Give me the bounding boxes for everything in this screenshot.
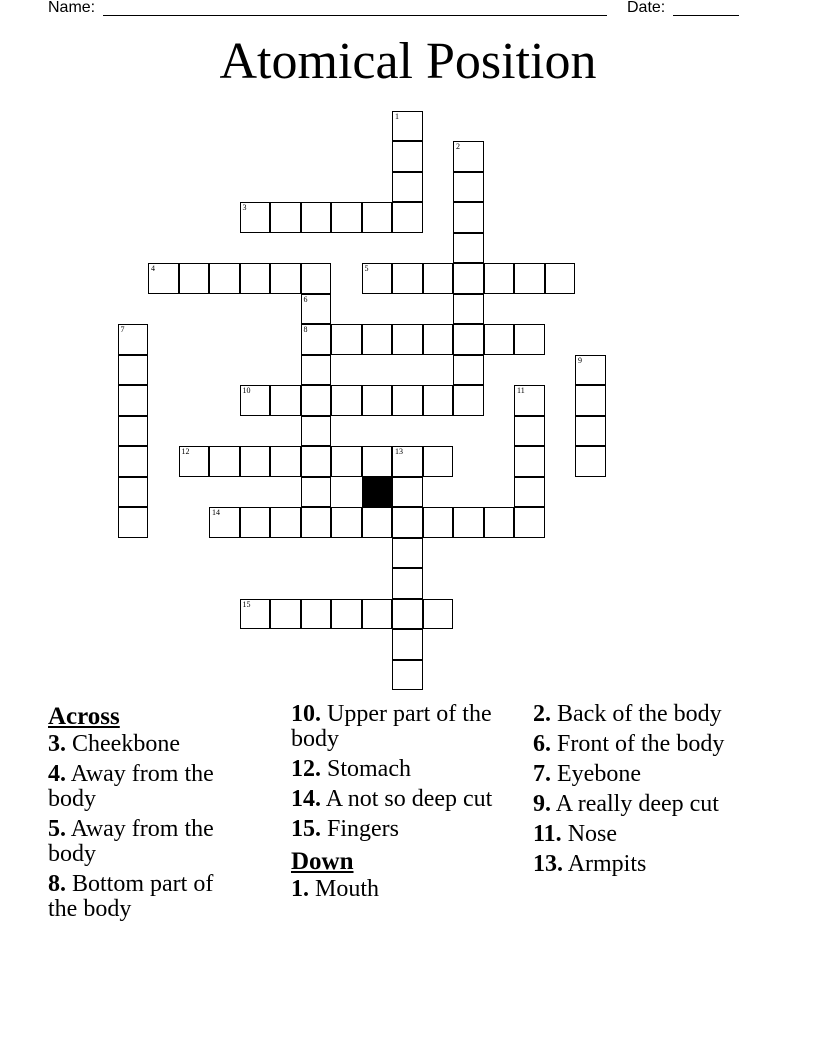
cell-number: 9 [578, 355, 582, 365]
grid-cell[interactable] [392, 141, 423, 172]
grid-cell[interactable] [118, 385, 149, 416]
cell-number: 11 [517, 386, 525, 395]
cell-number: 3 [242, 203, 247, 212]
clue-item [533, 702, 743, 727]
clue-item [533, 792, 743, 817]
grid-cell[interactable] [453, 172, 484, 203]
cell-number: 10 [242, 386, 251, 395]
grid-cell[interactable] [270, 385, 301, 416]
grid-cell[interactable] [209, 507, 240, 538]
grid-cell[interactable] [392, 538, 423, 569]
grid-cell[interactable] [453, 324, 484, 355]
grid-cell[interactable] [484, 324, 515, 355]
grid-cell[interactable] [362, 202, 393, 233]
grid-cell[interactable] [270, 263, 301, 294]
cell-number: 13 [395, 447, 403, 456]
clue-text: Fingers [327, 816, 399, 842]
cell-number: 5 [364, 264, 369, 273]
grid-cell[interactable] [270, 446, 301, 477]
clue-item [291, 757, 509, 782]
grid-cell[interactable] [331, 507, 362, 538]
grid-cell[interactable] [514, 446, 545, 477]
grid-cell[interactable] [392, 172, 423, 203]
grid-cell[interactable] [118, 446, 149, 477]
clue-text: Bottom part of the body [48, 871, 214, 922]
clue-item [533, 822, 743, 847]
cell-number: 8 [303, 325, 308, 334]
clue-number: 1. [291, 876, 309, 902]
grid-cell[interactable] [331, 385, 362, 416]
grid-cell[interactable] [392, 660, 423, 691]
clue-number: 14. [291, 786, 321, 812]
grid-cell[interactable] [179, 446, 210, 477]
grid-cell[interactable] [148, 263, 179, 294]
grid-cell[interactable] [392, 507, 423, 538]
grid-cell[interactable] [301, 263, 332, 294]
grid-cell[interactable] [118, 416, 149, 447]
grid-cell[interactable] [240, 385, 271, 416]
clue-item [533, 762, 743, 787]
clue-number: 7. [533, 761, 551, 787]
grid-cell[interactable] [514, 416, 545, 447]
grid-cell[interactable] [301, 385, 332, 416]
grid-cell[interactable] [423, 385, 454, 416]
grid-cell[interactable] [392, 629, 423, 660]
clue-item [291, 877, 509, 902]
grid-cell[interactable] [392, 477, 423, 508]
clue-text: Nose [567, 821, 618, 847]
clue-text: Away from the body [48, 816, 214, 867]
grid-cell[interactable] [118, 324, 149, 355]
clue-number: 4. [48, 761, 66, 787]
name-label: Name: [48, 0, 96, 16]
black-cell [362, 477, 393, 508]
across-clue-list-continued [291, 702, 509, 842]
clue-item [533, 852, 743, 877]
grid-cell[interactable] [453, 294, 484, 325]
clue-column-3 [533, 702, 743, 882]
grid-cell[interactable] [453, 141, 484, 172]
grid-cell[interactable] [331, 202, 362, 233]
cell-number: 4 [151, 264, 155, 273]
clue-number: 9. [533, 791, 551, 817]
grid-cell[interactable] [362, 385, 393, 416]
grid-cell[interactable] [392, 385, 423, 416]
cell-number: 14 [212, 508, 220, 517]
grid-cell[interactable] [331, 599, 362, 630]
grid-cell[interactable] [392, 324, 423, 355]
grid-cell[interactable] [270, 599, 301, 630]
grid-cell[interactable] [301, 416, 332, 447]
clue-number: 2. [533, 701, 551, 727]
grid-cell[interactable] [301, 324, 332, 355]
grid-cell[interactable] [392, 202, 423, 233]
clue-number: 15. [291, 816, 321, 842]
grid-cell[interactable] [423, 446, 454, 477]
grid-cell[interactable] [118, 507, 149, 538]
grid-cell[interactable] [209, 263, 240, 294]
cell-number: 2 [456, 142, 460, 151]
grid-cell[interactable] [514, 263, 545, 294]
grid-cell[interactable] [118, 355, 149, 386]
grid-cell[interactable] [484, 263, 515, 294]
clue-number: 10. [291, 701, 321, 727]
grid-cell[interactable] [514, 324, 545, 355]
grid-cell[interactable] [331, 324, 362, 355]
grid-cell[interactable] [362, 263, 393, 294]
clue-text: A really deep cut [555, 791, 719, 817]
grid-cell[interactable] [575, 446, 606, 477]
grid-cell[interactable] [575, 355, 606, 386]
grid-cell[interactable] [392, 568, 423, 599]
clue-text: Cheekbone [72, 731, 180, 757]
grid-cell[interactable] [301, 355, 332, 386]
grid-cell[interactable] [484, 507, 515, 538]
clue-text: Armpits [567, 851, 647, 877]
grid-cell[interactable] [362, 507, 393, 538]
grid-cell[interactable] [575, 385, 606, 416]
grid-cell[interactable] [453, 385, 484, 416]
cell-number: 12 [181, 447, 190, 456]
clue-text: Away from the body [48, 761, 214, 812]
grid-cell[interactable] [514, 507, 545, 538]
grid-cell[interactable] [392, 111, 423, 142]
cell-number: 1 [395, 111, 399, 121]
grid-cell[interactable] [514, 477, 545, 508]
clue-item [48, 872, 248, 922]
grid-cell[interactable] [362, 599, 393, 630]
down-clue-list [291, 877, 509, 902]
grid-cell[interactable] [423, 324, 454, 355]
grid-cell[interactable] [545, 263, 576, 294]
clue-number: 6. [533, 731, 551, 757]
clue-text: Eyebone [557, 761, 641, 787]
grid-cell[interactable] [240, 202, 271, 233]
clue-item [48, 762, 248, 812]
grid-cell[interactable] [209, 446, 240, 477]
clue-number: 8. [48, 871, 66, 897]
clue-text: Back of the body [557, 701, 722, 727]
clue-column-2 [291, 702, 509, 907]
clue-item [291, 787, 509, 812]
grid-cell[interactable] [453, 202, 484, 233]
grid-cell[interactable] [301, 202, 332, 233]
clue-text: Upper part of the body [291, 701, 492, 752]
clue-item [48, 817, 248, 867]
grid-cell[interactable] [301, 446, 332, 477]
clue-item [533, 732, 743, 757]
grid-cell[interactable] [392, 263, 423, 294]
grid-cell[interactable] [179, 263, 210, 294]
cell-number: 15 [242, 599, 251, 609]
grid-cell[interactable] [453, 355, 484, 386]
clue-text: A not so deep cut [325, 786, 493, 812]
grid-cell[interactable] [240, 263, 271, 294]
grid-cell[interactable] [270, 202, 301, 233]
clue-number: 3. [48, 731, 66, 757]
grid-cell[interactable] [270, 507, 301, 538]
grid-cell[interactable] [423, 507, 454, 538]
clue-number: 12. [291, 756, 321, 782]
grid-cell[interactable] [301, 507, 332, 538]
down-heading: Down [291, 848, 354, 875]
grid-cell[interactable] [301, 294, 332, 325]
grid-cell[interactable] [240, 507, 271, 538]
clue-item [291, 702, 509, 752]
clue-item [291, 817, 509, 842]
grid-cell[interactable] [362, 446, 393, 477]
grid-cell[interactable] [392, 599, 423, 630]
clue-number: 13. [533, 851, 563, 877]
clue-number: 5. [48, 816, 66, 842]
across-clue-list [48, 732, 248, 922]
puzzle-title: Atomical Position [219, 33, 597, 90]
grid-cell[interactable] [331, 446, 362, 477]
down-clue-list-continued [533, 702, 743, 877]
cell-number: 7 [120, 325, 125, 334]
grid-cell[interactable] [423, 599, 454, 630]
grid-cell[interactable] [453, 263, 484, 294]
clue-number: 11. [533, 821, 562, 847]
date-label: Date: [627, 0, 666, 16]
grid-cell[interactable] [240, 599, 271, 630]
grid-cell[interactable] [423, 263, 454, 294]
across-heading: Across [48, 703, 120, 730]
grid-cell[interactable] [453, 507, 484, 538]
clue-text: Front of the body [557, 731, 725, 757]
grid-cell[interactable] [575, 416, 606, 447]
clue-text: Stomach [327, 756, 411, 782]
grid-cell[interactable] [392, 446, 423, 477]
clue-text: Mouth [315, 876, 380, 902]
grid-cell[interactable] [301, 599, 332, 630]
cell-number: 6 [303, 294, 308, 304]
grid-cell[interactable] [514, 385, 545, 416]
clue-column-1 [48, 702, 248, 927]
grid-cell[interactable] [362, 324, 393, 355]
grid-cell[interactable] [118, 477, 149, 508]
grid-cell[interactable] [453, 233, 484, 264]
grid-cell[interactable] [240, 446, 271, 477]
clue-item [48, 732, 248, 757]
grid-cell[interactable] [301, 477, 332, 508]
